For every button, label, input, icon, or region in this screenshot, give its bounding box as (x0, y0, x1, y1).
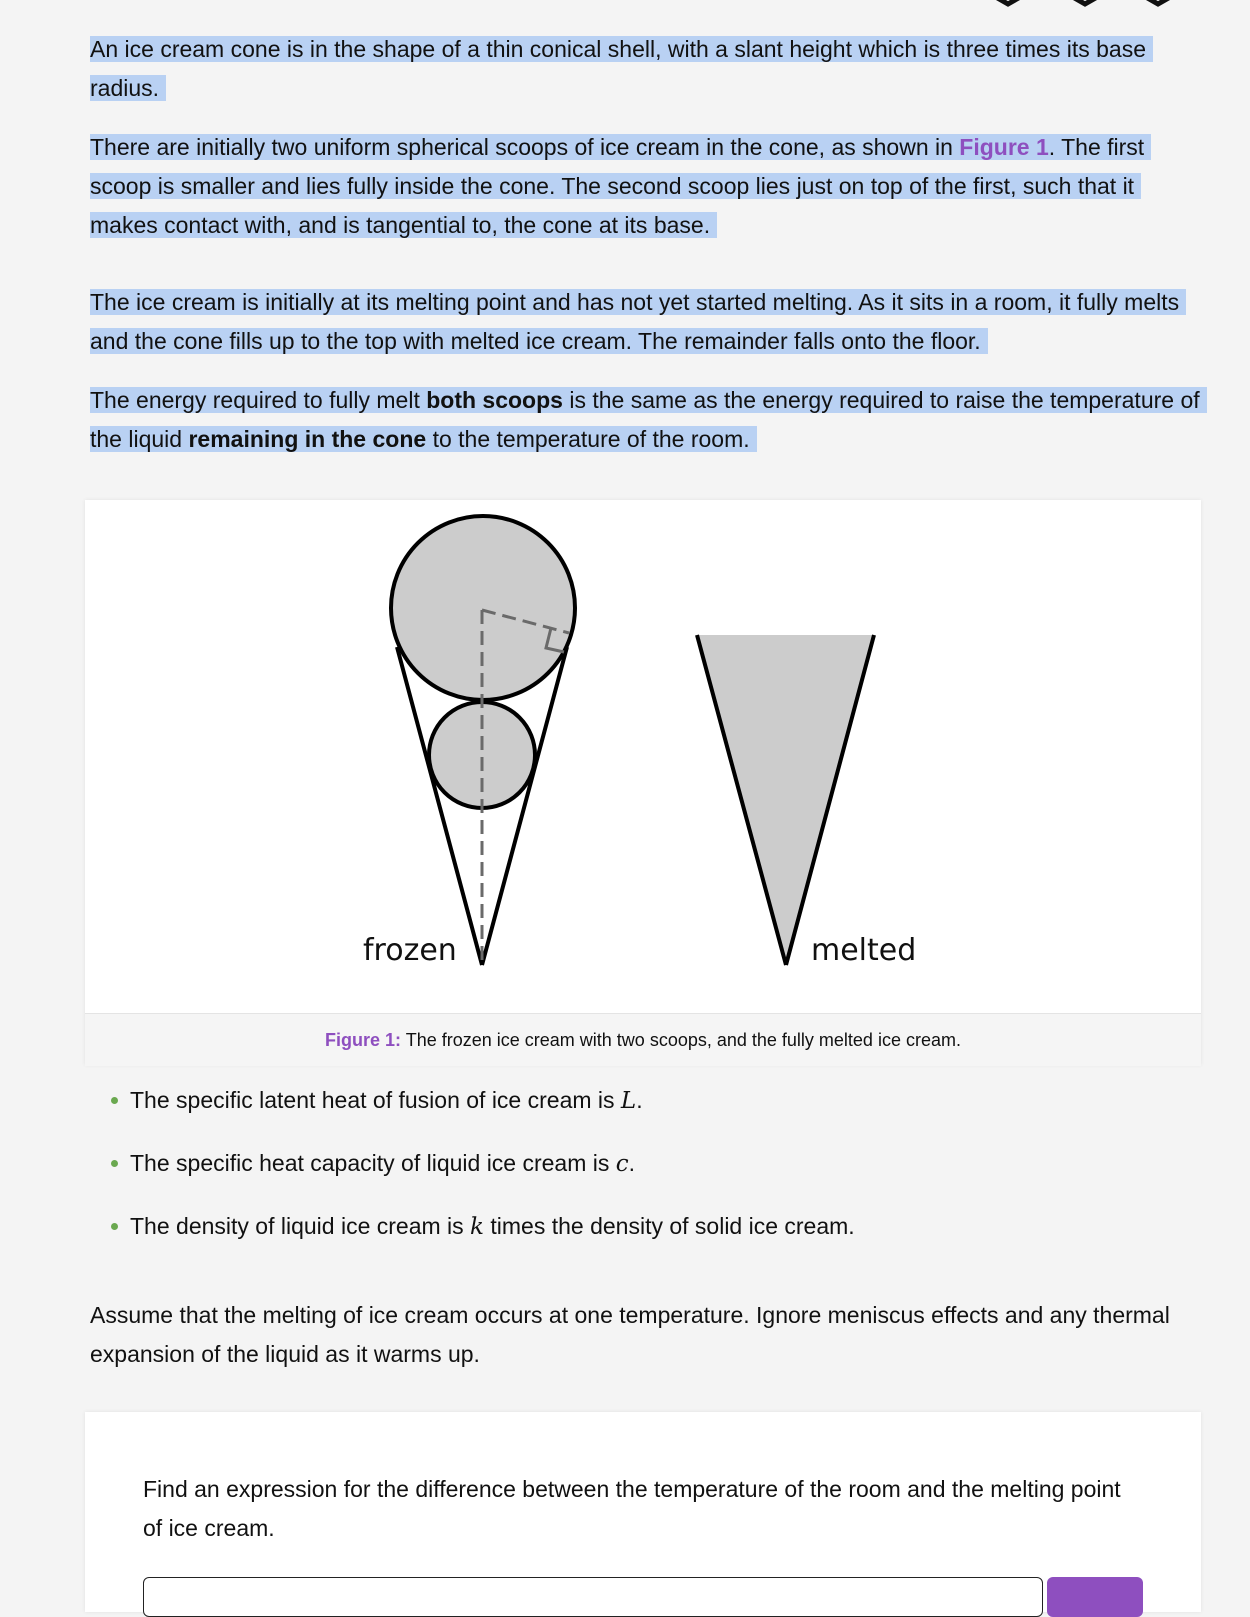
figure-caption (85, 1013, 1201, 1066)
list-item-text: The density of liquid ice cream is (130, 1213, 471, 1239)
paragraph-scoops (90, 128, 1200, 245)
large-scoop (391, 516, 575, 700)
caption-label: Figure 1: (325, 1030, 402, 1050)
melted-liquid (697, 635, 872, 963)
question-text: Find an expression for the difference between the temperature of the room and the melting point of ice cream. (143, 1476, 1121, 1541)
list-item-text: The specific latent heat of fusion of ice cream is (130, 1087, 621, 1113)
melted-cone (697, 635, 874, 965)
bullet-icon (111, 1160, 118, 1167)
paragraph-text: There are initially two uniform spherical scoops of ice cream in the cone, as shown in (90, 134, 960, 160)
bold-both-scoops: both scoops (426, 387, 563, 413)
list-item-text: The specific heat capacity of liquid ice cream is (130, 1150, 616, 1176)
list-item (108, 1145, 855, 1181)
list-item (108, 1208, 855, 1244)
label-melted: melted (811, 933, 917, 968)
assumption-paragraph: Assume that the melting of ice cream occurs at one temperature. Ignore meniscus effects and any thermal expansion of the liquid as it warms up. (90, 1302, 1170, 1367)
list-item (108, 1082, 855, 1118)
figure-1 (85, 500, 1201, 1065)
selected-text (90, 387, 1207, 452)
selected-text: An ice cream cone is in the shape of a thin conical shell, with a slant height which is three times its base radius. (90, 36, 1153, 101)
submit-button[interactable] (1047, 1577, 1143, 1617)
chevron-down-icon[interactable] (1067, 0, 1103, 8)
list-item-text: times the density of solid ice cream. (483, 1213, 855, 1239)
frozen-cone (391, 516, 575, 965)
list-item-text: . (628, 1150, 636, 1176)
caption-text: The frozen ice cream with two scoops, and the fully melted ice cream. (401, 1030, 961, 1050)
paragraph-text: The energy required to fully melt (90, 387, 427, 413)
given-quantities-list (108, 1082, 855, 1271)
chevron-down-icon[interactable] (990, 0, 1026, 8)
top-chevron-row (990, 0, 1180, 8)
paragraph-text: is the same as the energy required to raise the temperature of the liquid (90, 387, 1200, 452)
figure-1-diagram (85, 500, 1201, 1013)
bullet-icon (111, 1097, 118, 1104)
math-variable: k (470, 1214, 484, 1240)
label-frozen: frozen (363, 933, 457, 968)
paragraph-energy (90, 381, 1200, 459)
figure-1-link[interactable]: Figure 1 (959, 134, 1049, 160)
paragraph-cone-shape (90, 30, 1200, 108)
question-card (85, 1412, 1201, 1612)
math-variable: L (620, 1088, 637, 1114)
list-item-text: . (636, 1087, 643, 1113)
chevron-down-icon[interactable] (1140, 0, 1176, 8)
paragraph-text: . The first scoop is smaller and lies fully inside the cone. The second scoop lies just on top of the first, such that it makes contact with, and is tangential to, the cone at its base. (90, 134, 1145, 238)
answer-input[interactable] (143, 1577, 1043, 1617)
selected-text: The ice cream is initially at its melting point and has not yet started melting. As it sits in a room, it fully melts and the cone fills up to the top with melted ice cream. The remainder falls onto the floor. (90, 289, 1186, 354)
problem-statement (90, 30, 1200, 479)
bullet-icon (111, 1223, 118, 1230)
paragraph-text: to the temperature of the room. (426, 426, 750, 452)
bold-remaining-in-cone: remaining in the cone (188, 426, 427, 452)
selected-text (90, 134, 1151, 238)
paragraph-melting (90, 283, 1200, 361)
math-variable: c (615, 1151, 629, 1177)
